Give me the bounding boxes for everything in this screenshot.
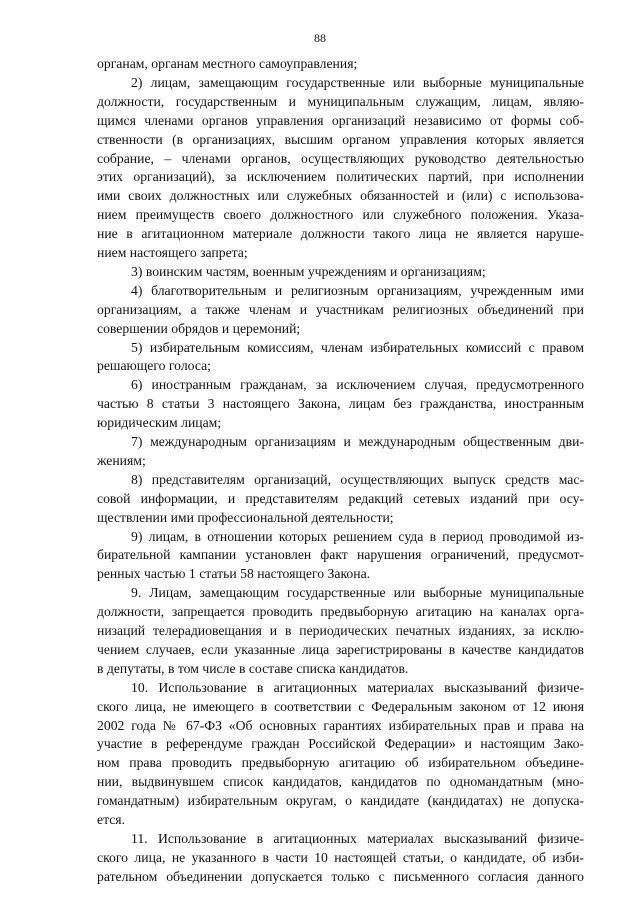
text-line: этих организаций), за исключением политических партий, при исполнении (97, 169, 584, 185)
text-line: участие в референдуме граждан Российской Федерации» и настоящим Зако- (97, 736, 584, 752)
text-line: в депутаты, в том числе в составе списка кандидатов. (97, 660, 409, 676)
text-line: совой информации, и представителям редакций сетевых изданий при осу- (97, 490, 584, 506)
text-line: ется. (97, 812, 126, 827)
text-line: нии, выдвинувшем список кандидатов, кандидатов по одномандатным (мно- (97, 774, 584, 790)
text-line: щимся членами органов управления организаций независимо от формы соб- (97, 112, 584, 128)
text-line: ном права проводить предвыборную агитацию об избирательном объедине- (97, 755, 584, 771)
text-line: ществлении ими профессиональной деятельности; (97, 509, 394, 525)
text-line: 5) избирательным комиссиям, членам избирательных комиссий с правом (131, 339, 584, 355)
text-line: собрание, – членами органов, осуществляющих руководство деятельностью (97, 150, 584, 166)
text-line: ского лица, не указанного в части 10 настоящей статьи, о кандидате, об изби- (97, 849, 584, 865)
text-line: нием настоящего запрета; (97, 245, 248, 260)
text-line: должности, государственным и муниципальным служащим, лицам, являю- (97, 93, 584, 109)
text-line: юридическим лицам; (97, 415, 222, 431)
text-line: нием преимуществ своего должностного или служебного положения. Указа- (97, 207, 584, 223)
text-line: решающего голоса; (97, 358, 211, 374)
text-line: бирательной кампании установлен факт нарушения ограничений, предусмот- (97, 547, 584, 563)
text-line: ренных частью 1 статьи 58 настоящего Закона. (97, 566, 371, 582)
text-line: 2002 года № 67-ФЗ «Об основных гарантиях избирательных прав и права на (97, 717, 584, 733)
text-line: органам, органам местного самоуправления; (97, 56, 358, 71)
text-line: совершении обрядов и церемоний; (97, 320, 301, 336)
text-line: организациям, а также членам и участникам религиозных объединений при (97, 301, 584, 317)
text-line: 6) иностранным гражданам, за исключением случая, предусмотренного (131, 377, 584, 393)
page-number: 88 (314, 31, 326, 45)
text-line: 10. Использование в агитационных материалах высказываний физиче- (131, 679, 584, 695)
text-line: 11. Использование в агитационных материалах высказываний физиче- (131, 830, 584, 846)
text-line: 9) лицам, в отношении которых решением суда в период проводимой из- (131, 528, 584, 544)
text-line: рательном объединении допускается только с письменного согласия данного (97, 868, 584, 884)
text-line: должности, запрещается проводить предвыборную агитацию на каналах орга- (97, 604, 584, 620)
text-line: 3) воинским частям, военным учреждениям и организациям; (131, 263, 486, 279)
text-line: чением случаев, если указанные лица зарегистрированы в качестве кандидатов (97, 641, 584, 657)
text-line: 7) международным организациям и международным общественным дви- (131, 434, 584, 449)
text-line: 9. Лицам, замещающим государственные или выборные муниципальные (131, 585, 584, 601)
text-line: 2) лицам, замещающим государственные или выборные муниципальные (131, 74, 584, 90)
text-line: ственности (в организациях, высшим органом управления которых является (97, 131, 584, 147)
text-line: 4) благотворительным и религиозным организациям, учрежденным ими (131, 282, 584, 298)
text-line: жениям; (97, 452, 146, 468)
text-line: ние в агитационном материале должности такого лица не является наруше- (97, 226, 584, 242)
text-line: ими своих должностных или служебных обязанностей и (или) с использова- (97, 188, 584, 204)
text-line: 8) представителям организаций, осуществляющих выпуск средств мас- (131, 471, 584, 487)
text-line: низаций телерадиовещания и в периодических печатных изданиях, за исклю- (97, 623, 584, 638)
text-line: гомандатным) избирательным округам, о кандидате (кандидатах) не допуска- (97, 793, 584, 809)
text-line: ского лица, не имеющего в соответствии с Федеральным законом от 12 июня (97, 698, 584, 714)
text-line: частью 8 статьи 3 настоящего Закона, лицам без гражданства, иностранным (97, 396, 584, 412)
